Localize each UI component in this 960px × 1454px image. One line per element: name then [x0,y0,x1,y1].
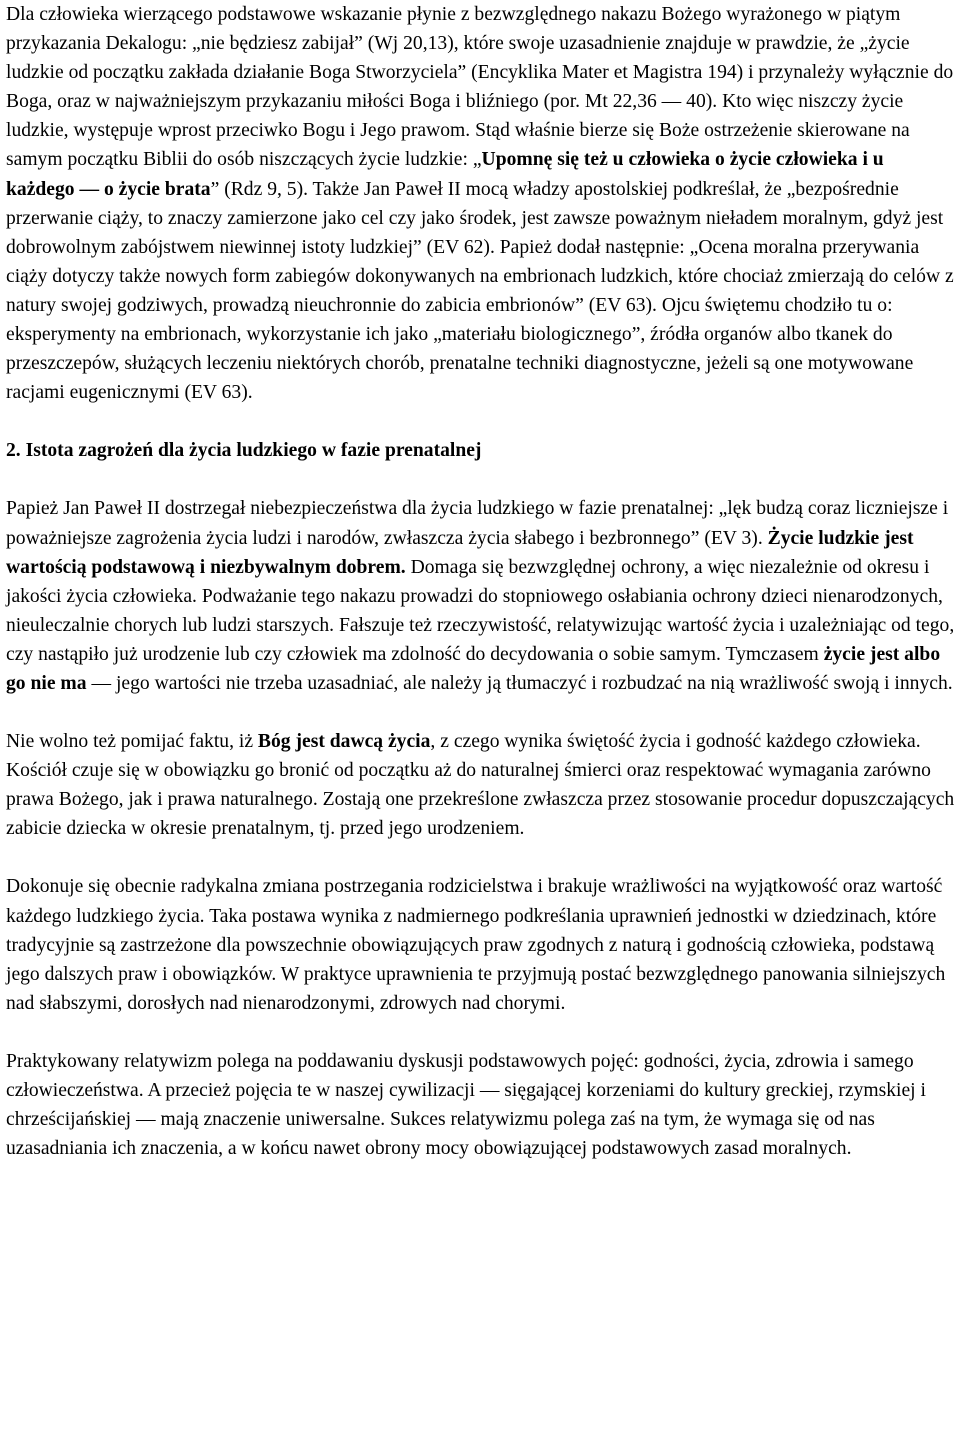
paragraph-threats [6,494,956,698]
document-page [6,0,956,1163]
paragraph-parenthood [6,872,956,1017]
paragraph-commandment-text-1: Dla człowieka wierzącego podstawowe wskazanie płynie z bezwzględnego nakazu Bożego wyrażonego w piątym przykazania Dekalogu: „nie będziesz zabijał” (Wj 20,13), które swoje uzasadnienie znajduje w prawdzie, że „życie ludzkie od początku zakłada działanie Boga Stworzyciela” (Encyklika Mater et Magistra 194) i przynależy wyłącznie do Boga, oraz w najważniejszym przykazaniu miłości Boga i bliźniego (por. Mt 22,36 — 40). Kto więc niszczy życie ludzkie, występuje wprost przeciwko Bogu i Jego prawom. Stąd właśnie bierze się Boże ostrzeżenie skierowane na samym początku Biblii do osób niszczących życie ludzkie: „ [6,4,954,171]
paragraph-commandment [6,0,956,407]
paragraph-threats-text-1: Papież Jan Paweł II dostrzegał niebezpieczeństwa dla życia ludzkiego w fazie prenatalnej: „lęk budzą coraz liczniejsze i poważniejsze zagrożenia życia ludzi i narodów, zwłaszcza życia słabego i bezbronnego” (EV 3). [6,498,949,549]
god-giver-bold: Bóg jest dawcą życia [257,731,431,753]
paragraph-relativism-text: Praktykowany relatywizm polega na poddawaniu dyskusji podstawowych pojęć: godności, życia, zdrowia i samego człowieczeństwa. A przecież pojęcia te w naszej cywilizacji — sięgającej korzeniami do kultury greckiej, rzymskiej i chrześcijańskiej — mają znaczenie uniwersalne. Sukces relatywizmu polega zaś na tym, że wymaga się od nas uzasadniania ich znaczenia, a w końcu nawet obrony mocy obowiązującej podstawowych zasad moralnych. [6,1050,926,1160]
section-title: Istota zagrożeń dla życia ludzkiego w fazie prenatalnej [20,440,482,462]
paragraph-god-giver-text-2: , z czego wynika świętość życia i godność każdego człowieka. Kościół czuje się w obowiązku go bronić od początku aż do naturalnej śmierci oraz respektować wymagania zarówno prawa Bożego, jak i prawa naturalnego. Zostają one przekreślone zwłaszcza przez stosowanie procedur dopuszczających zabicie dziecka w okresie prenatalnym, tj. przed jego urodzeniem. [6,731,955,840]
section-number: 2. [6,440,21,462]
section-heading [6,436,956,465]
genesis-quote-bold: Upomnę się też u człowieka o życie człowieka i u każdego — o życie brata [6,149,884,200]
paragraph-threats-text-2: Domaga się bezwzględnej ochrony, a więc niezależnie od okresu i jakości życia człowieka. Podważanie tego nakazu prowadzi do stopniowego osłabiania ochrony dzieci nienarodzonych, nieuleczalnie chorych lub ludzi starszych. Fałszuje też rzeczywistość, relatywizując wartość życia i uzależniając od tego, czy nastąpiło już urodzenie lub czy człowiek ma zdolność do decydowania o sobie samym. Tymczasem [6,556,955,665]
life-is-or-not-bold: życie jest albo go nie ma [6,643,941,694]
paragraph-relativism [6,1047,956,1163]
paragraph-god-giver-text-1: Nie wolno też pomijać faktu, iż [6,731,258,753]
paragraph-god-giver [6,727,956,843]
paragraph-commandment-text-2: ” (Rdz 9, 5). Także Jan Paweł II mocą władzy apostolskiej podkreślał, że „bezpośrednie przerwanie ciąży, to znaczy zamierzone jako cel czy jako środek, jest zawsze poważnym nieładem moralnym, gdyż jest dobrowolnym zabójstwem niewinnej istoty ludzkiej” (EV 62). Papież dodał następnie: „Ocena moralna przerywania ciąży dotyczy także nowych form zabiegów dokonywanych na embrionach ludzkich, które chociaż zmierzają do celów z natury swojej godziwych, prowadzą nieuchronnie do zabicia embrionów” (EV 63). Ojcu świętemu chodziło tu o: eksperymenty na embrionach, wykorzystanie ich jako „materiału biologicznego”, źródła organów albo tkanek do przeszczepów, służących leczeniu niektórych chorób, prenatalne techniki diagnostyczne, jeżeli są one motywowane racjami eugenicznymi (EV 63). [6,178,954,404]
paragraph-threats-text-3: — jego wartości nie trzeba uzasadniać, ale należy ją tłumaczyć i rozbudzać na nią wrażliwość swoją i innych. [86,672,953,694]
life-value-bold: Życie ludzkie jest wartością podstawową i niezbywalnym dobrem. [6,527,914,578]
paragraph-parenthood-text: Dokonuje się obecnie radykalna zmiana postrzegania rodzicielstwa i brakuje wrażliwości na wyjątkowość oraz wartość każdego ludzkiego życia. Taka postawa wynika z nadmiernego podkreślania uprawnień jednostki w dziedzinach, które tradycyjnie są zastrzeżone dla powszechnie obowiązujących praw zgodnych z naturą i godnością człowieka, podstawą jego dalszych praw i obowiązków. W praktyce uprawnienia te przyjmują postać bezwzględnego panowania silniejszych nad słabszymi, dorosłych nad nienarodzonymi, zdrowych nad chorymi. [6,876,946,1014]
